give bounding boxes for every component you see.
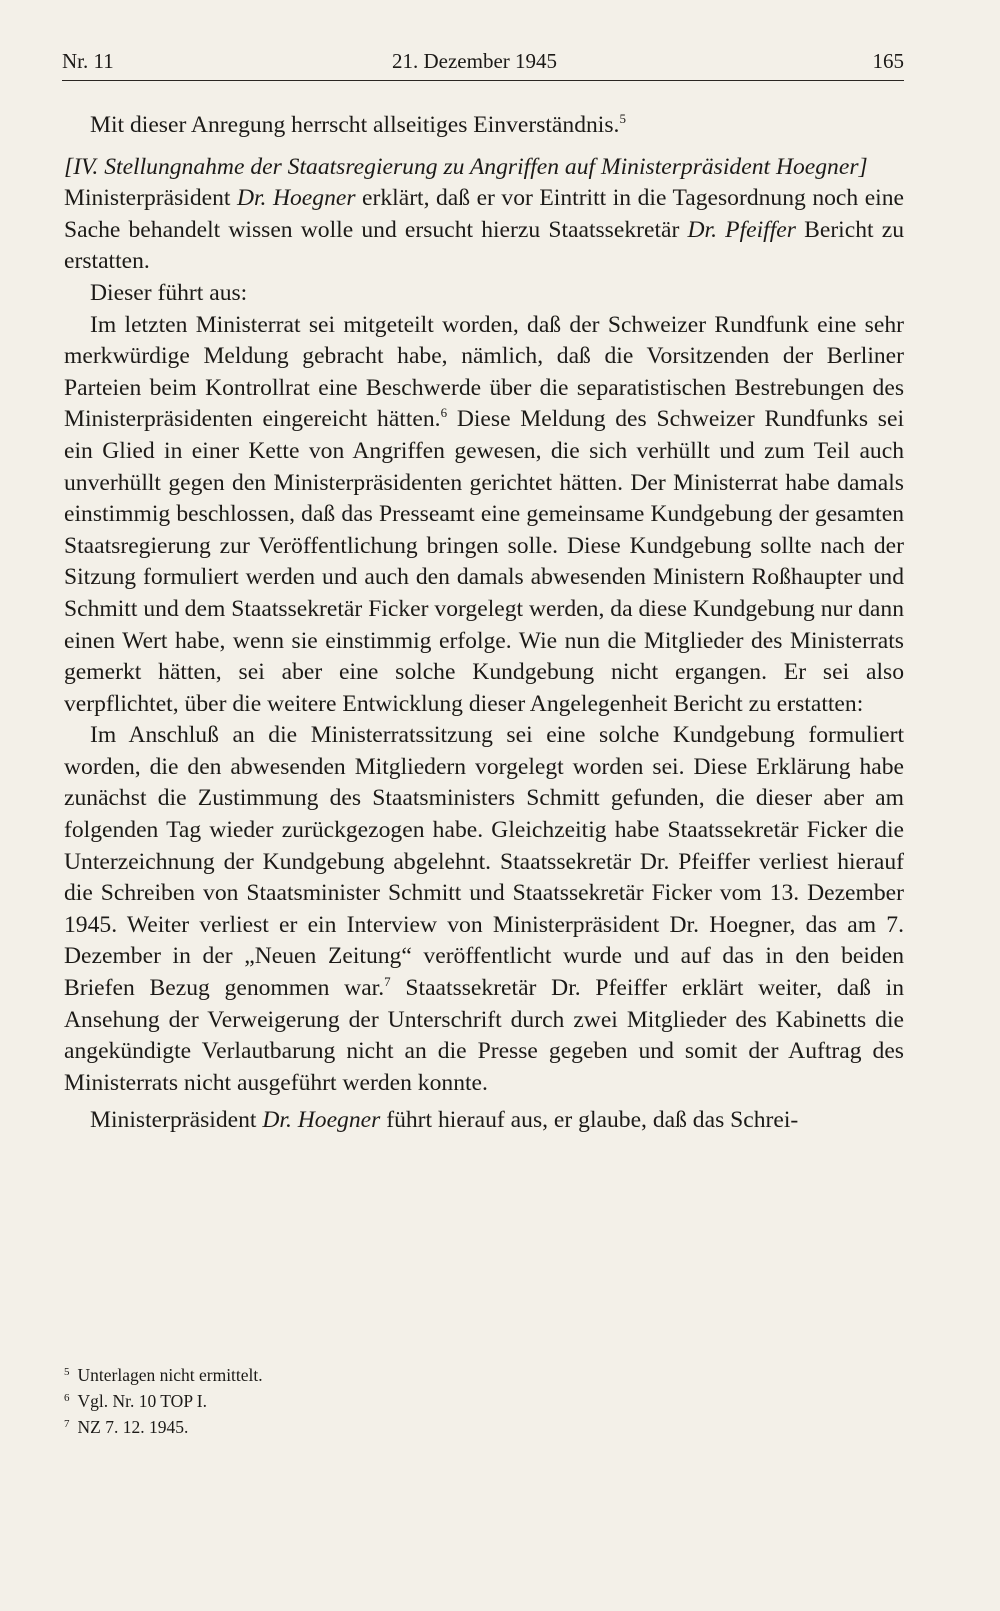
footnote-ref-6: 6 <box>440 405 448 421</box>
footnote-5: $^5$ Unterlagen nicht ermittelt. <box>64 1365 263 1385</box>
paragraph-ministerrat-report: Im letzten Ministerrat sei mitgeteilt worden, daß der Schweizer Rundfunk eine sehr merkwürdige Meldung gebracht habe, nämlich, daß die Vorsitzenden der Berliner Parteien beim Kontrollrat eine Beschwerde über die separatistischen Bestrebungen des Ministerpräsidenten eingereicht hätten.$^6$ Diese Meldung des Schweizer Rundfunks sei ein Glied in einer Kette von Angriffen gewesen, die sich verhüllt und zum Teil auch unverhüllt gegen den Ministerpräsidenten gerichtet hätten. Der Ministerrat habe damals einstimmig beschlossen, daß das Presseamt eine gemeinsame Kundgebung der gesamten Staatsregierung zur Veröffentlichung bringen solle. Diese Kundgebung sollte nach der Sitzung formuliert werden und auch den damals abwesenden Ministern Roßhaupter und Schmitt und dem Staatssekretär Ficker vorgelegt werden, da diese Kundgebung nur dann einen Wert habe, wenn sie einstimmig erfolge. Wie nun die Mitglieder des Ministerrats gemerkt hätten, sei aber eine solche Kundgebung nicht ergangen. Er sei also verpflichtet, über die weitere Entwicklung dieser Angelegenheit Bericht zu erstatten: <box>64 311 904 717</box>
paragraph-kundgebung: Im Anschluß an die Ministerratssitzung sei eine solche Kundgebung formuliert worden, die den abwesenden Mitgliedern vorgelegt worden sei. Diese Erklärung habe zunächst die Zustimmung des Staatsministers Schmitt gefunden, die dieser aber am folgenden Tag wieder zurückgezogen habe. Gleichzeitig habe Staatssekretär Ficker die Unterzeichnung der Kundgebung abgelehnt. Staatssekretär Dr. Pfeiffer verliest hierauf die Schreiben von Staatsminister Schmitt und Staatssekretär Ficker vom 13. Dezember 1945. Weiter verliest er ein Interview von Ministerpräsident Dr. Hoegner, das am 7. Dezember in der „Neuen Zeitung“ veröffentlicht wurde und auf das in den beiden Briefen Bezug genommen war.$^7$ Staatssekretär Dr. Pfeiffer erklärt weiter, daß in Ansehung der Verweigerung der Unterschrift durch zwei Mitglieder des Kabinetts die angekündigte Verlautbarung nicht an die Presse gegeben und somit der Auftrag des Ministerrats nicht ausgeführt werden konnte. <box>64 722 904 1096</box>
page-number: 165 <box>872 49 904 73</box>
footnote-ref-5: 5 <box>619 111 626 126</box>
header-date: 21. Dezember 1945 <box>392 49 558 73</box>
running-header <box>62 46 904 81</box>
document-number: Nr. 11 <box>62 49 114 73</box>
paragraph-hoegner-reply: Ministerpräsident Dr. Hoegner führt hierauf aus, er glaube, daß das Schrei- <box>90 1107 799 1134</box>
footnotes <box>64 1362 764 1440</box>
footnote-7: $^7$ NZ 7. 12. 1945. <box>64 1417 189 1437</box>
paragraph-hoegner-intro: Ministerpräsident Dr. Hoegner erklärt, daß er vor Eintritt in die Tagesordnung noch eine Sache behandelt wissen wolle und ersucht hierzu Staatssekretär Dr. Pfeiffer Bericht zu erstatten. <box>64 185 904 275</box>
section-heading: [IV. Stellungnahme der Staatsregierung zu Angriffen auf Ministerpräsident Hoegner] <box>64 153 868 180</box>
main-text <box>64 110 904 1137</box>
footnote-ref-7: 7 <box>384 974 391 990</box>
paragraph-dieser: Dieser führt aus: <box>90 279 248 306</box>
paragraph-agreement: Mit dieser Anregung herrscht allseitiges Einverständnis.$^5$ <box>90 111 626 138</box>
footnote-6: $^6$ Vgl. Nr. 10 TOP I. <box>64 1391 207 1411</box>
